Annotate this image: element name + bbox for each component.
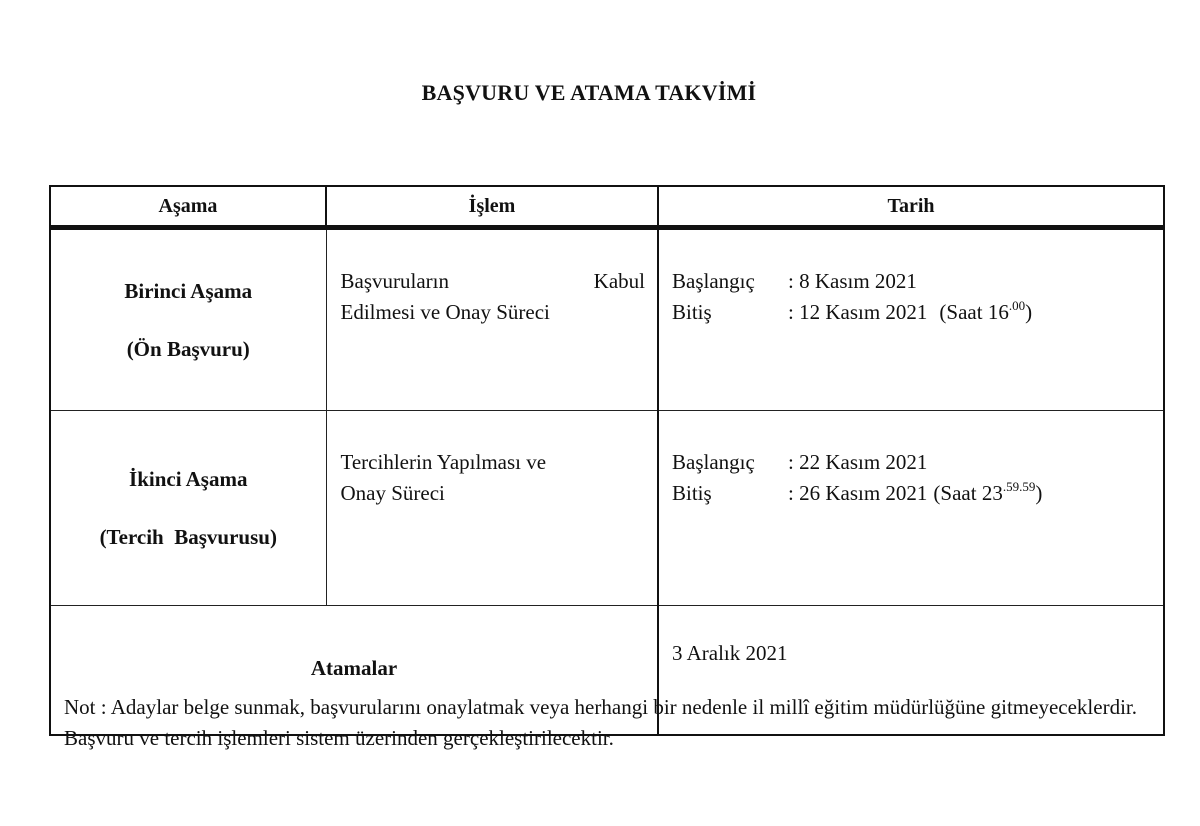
end-time-suffix: ) [1025,300,1033,324]
table-row-birinci-asama [50,228,1164,411]
start-date-line [672,266,1153,297]
stage-cell [50,411,326,606]
assignment-label: Atamalar [50,606,658,736]
start-label: Başlangıç [672,269,755,293]
process-line-2: Onay Süreci [340,481,445,505]
end-time [933,478,1042,509]
end-label: Bitiş [672,481,712,505]
process-word-1: Başvuruların [340,269,449,293]
stage-subtitle: (Ön Başvuru) [126,337,250,361]
stage-name: İkinci Aşama [129,467,248,491]
end-time [939,297,1032,328]
process-cell [326,228,658,411]
process-line-2: Edilmesi ve Onay Süreci [340,300,550,324]
table-row-ikinci-asama [50,411,1164,606]
start-date: : 22 Kasım 2021 [788,450,928,474]
stage-name: Birinci Aşama [124,279,253,303]
end-date-line [672,297,1153,328]
end-time-prefix: (Saat 23 [933,481,1003,505]
end-date: : 12 Kasım 2021 [788,300,928,324]
end-date-line [672,478,1153,509]
start-date: : 8 Kasım 2021 [788,269,917,293]
stage-cell [50,228,326,411]
header-asama: Aşama [50,186,326,228]
header-islem: İşlem [326,186,658,228]
process-line-1 [341,266,646,297]
date-cell [658,411,1164,606]
end-time-minutes: .59.59 [1002,479,1036,494]
end-label: Bitiş [672,300,712,324]
assignment-date: 3 Aralık 2021 [658,606,1164,736]
schedule-table [49,185,1165,736]
end-time-suffix: ) [1035,481,1043,505]
document-title: BAŞVURU VE ATAMA TAKVİMİ [421,80,757,105]
end-time-prefix: (Saat 16 [939,300,1009,324]
stage-subtitle: (Tercih Başvurusu) [99,525,277,549]
start-date-line [672,447,1153,478]
note-paragraph: Not : Adaylar belge sunmak, başvurularını onaylatmak veya herhangi bir nedenle il millî eğitim müdürlüğüne gitmeyeceklerdir. Başvuru ve tercih işlemleri sistem üzerinden gerçekleştirilecektir. [64,695,1137,750]
process-cell [326,411,658,606]
end-time-minutes: .00 [1008,298,1026,313]
process-line-1: Tercihlerin Yapılması ve [340,450,547,474]
process-word-2: Kabul [593,269,645,293]
date-cell [658,228,1164,411]
table-header-row [50,186,1164,228]
start-label: Başlangıç [672,450,755,474]
end-date: : 26 Kasım 2021 [788,481,928,505]
header-tarih: Tarih [658,186,1164,228]
